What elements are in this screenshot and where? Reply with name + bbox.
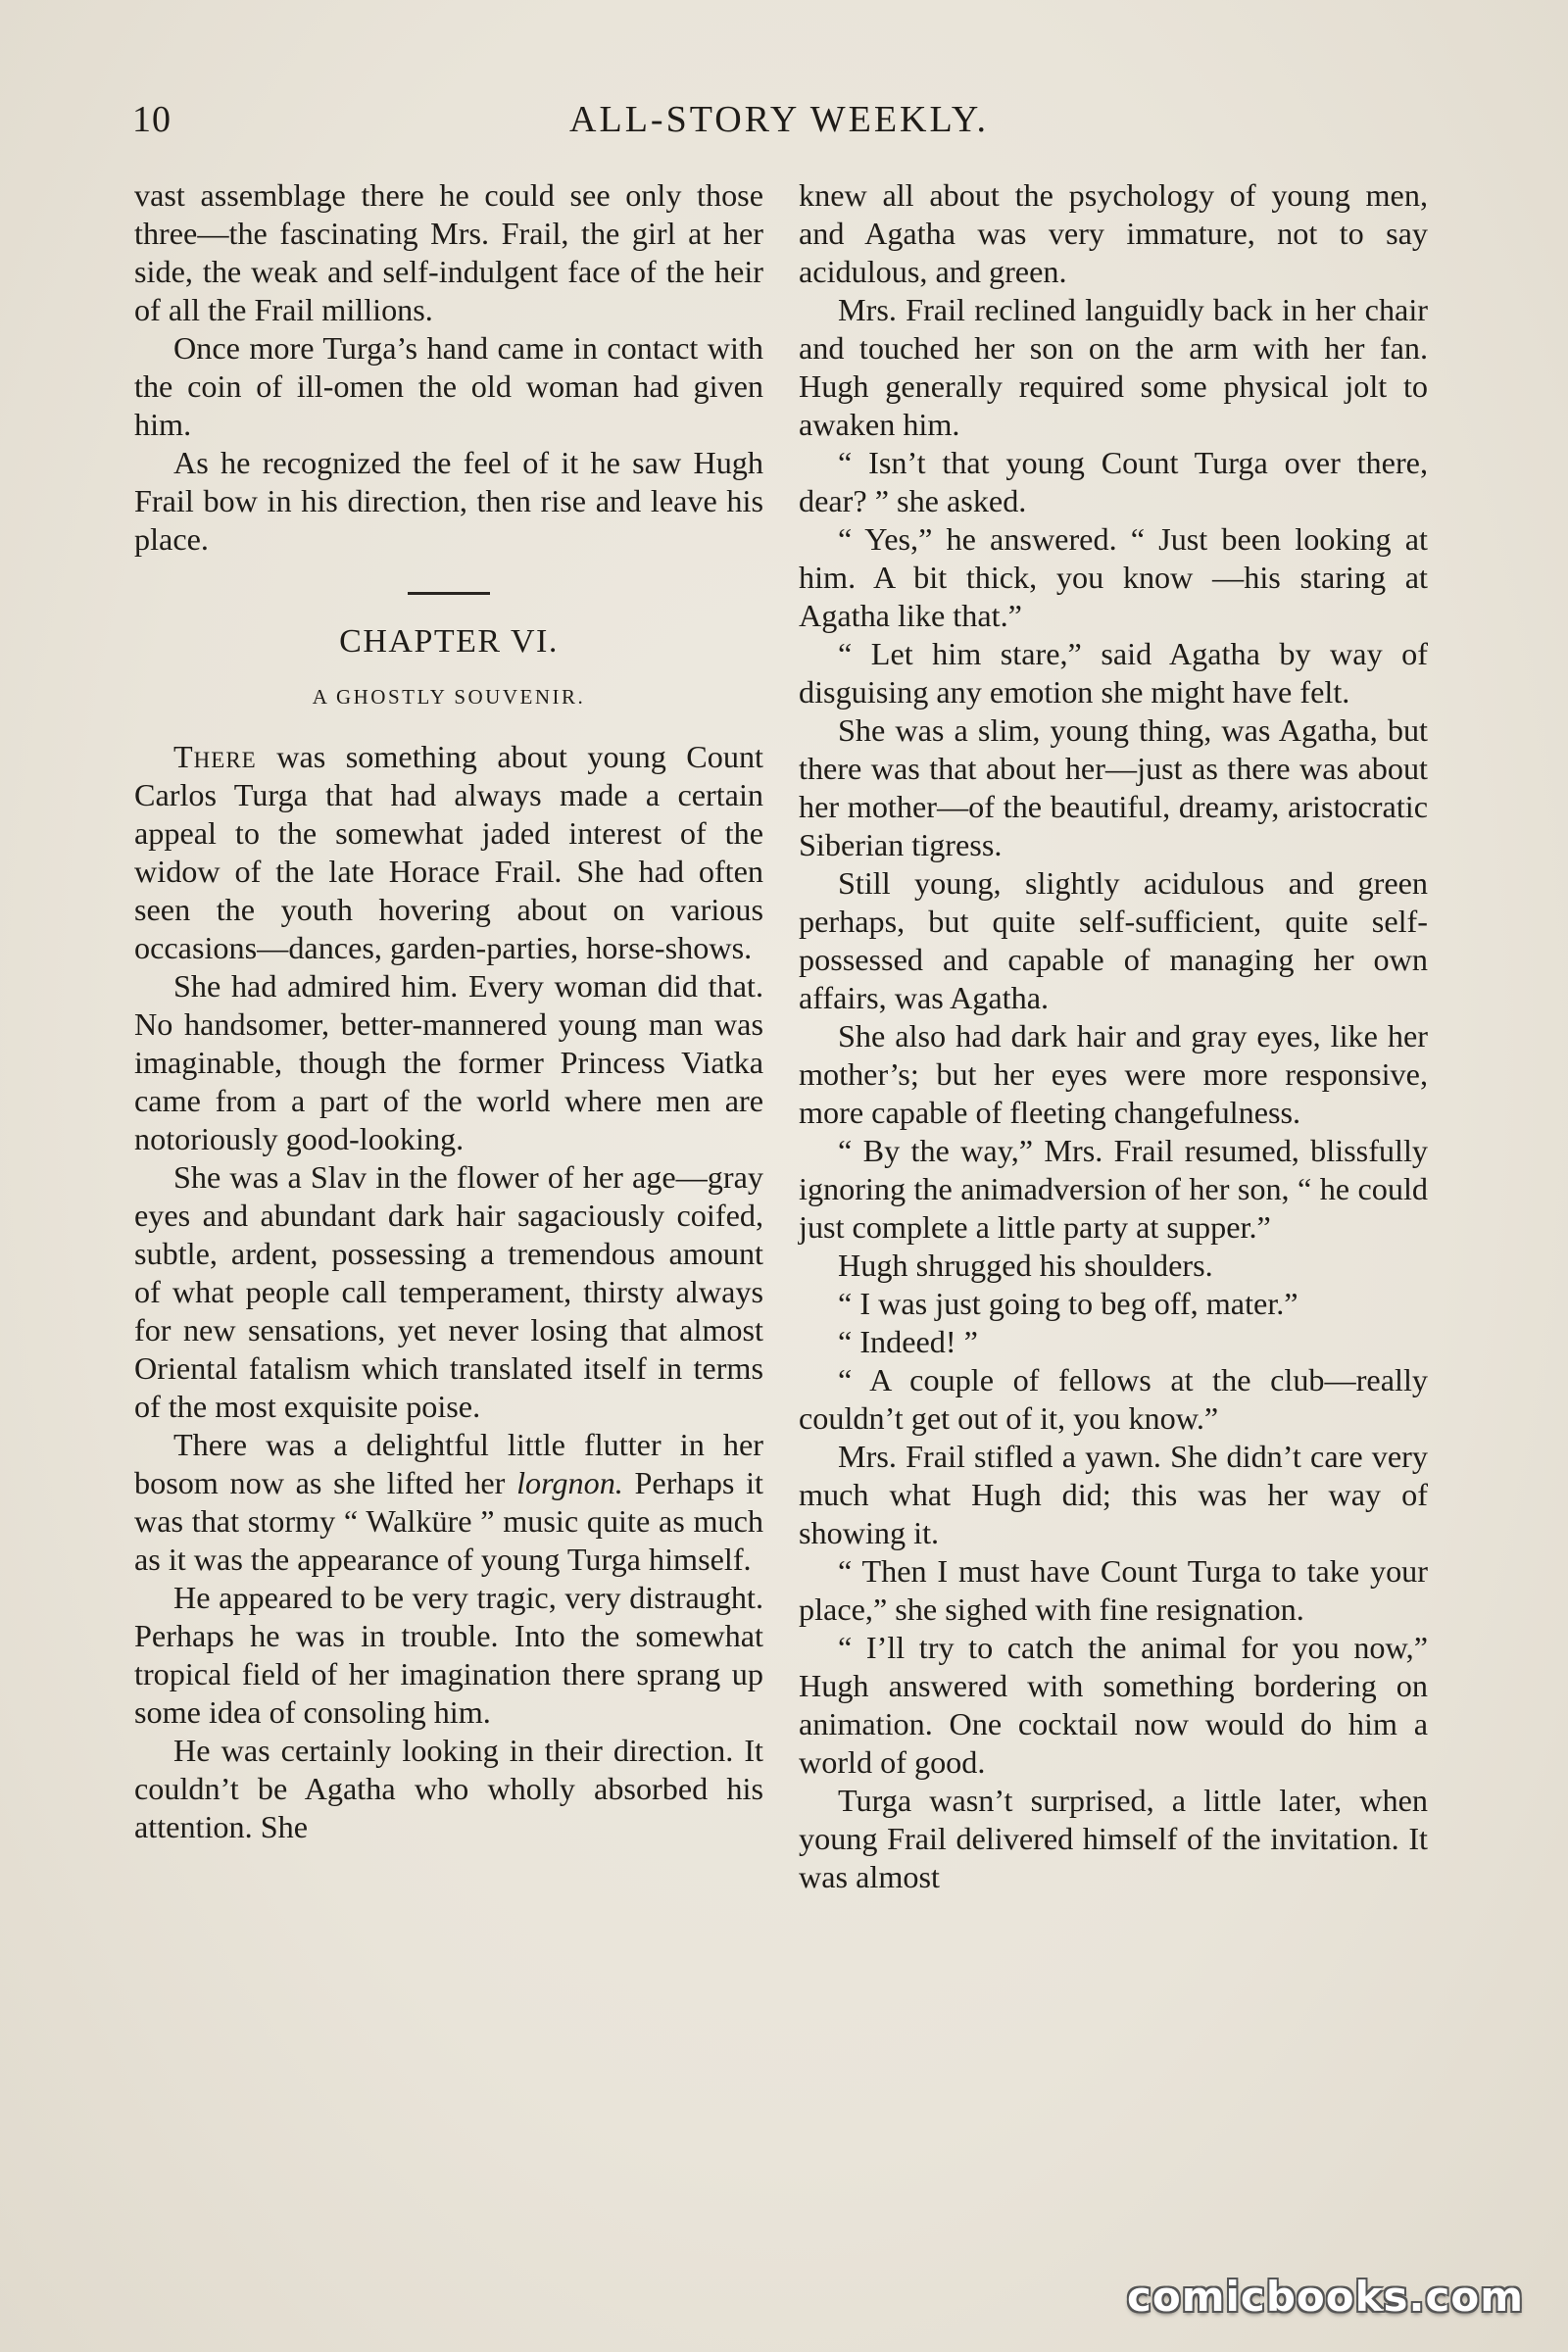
page-number: 10 [132, 99, 172, 140]
paragraph: She was a Slav in the flower of her age—gray eyes and abundant dark hair sagaciously coifed, subtle, ardent, possessing a tremendous amount of what people call temperament, thirsty always for new sensations, yet never losing that almost Oriental fatalism which translated itself in terms of the most exquisite poise. [134, 1159, 763, 1424]
paragraph: “ A couple of fellows at the club—really couldn’t get out of it, you know.” [799, 1362, 1428, 1436]
section-divider [408, 592, 490, 595]
paragraph: “ Then I must have Count Turga to take your place,” she sighed with fine resignation. [799, 1553, 1428, 1627]
running-head [132, 98, 1426, 157]
right-column [799, 176, 1428, 1896]
site-watermark [1127, 2258, 1524, 2321]
paragraph: She was a slim, young thing, was Agatha, but there was that about her—just as there was about her mother—of the beautiful, dreamy, aristocratic Siberian tigress. [799, 712, 1428, 862]
paragraph: Hugh shrugged his shoulders. [838, 1248, 1213, 1283]
chapter-heading: CHAPTER VI. [339, 623, 559, 660]
paragraph: She had admired him. Every woman did that. No handsomer, better-mannered young man was imaginable, though the former Princess Viatka came from a part of the world where men are notoriously good-looking. [134, 968, 763, 1156]
paragraph: “ I was just going to beg off, mater.” [838, 1286, 1298, 1321]
paragraph: “ I’ll try to catch the animal for you now,” Hugh answered with something bordering on animation. One cocktail now would do him a world of good. [799, 1630, 1428, 1780]
paragraph: “ Yes,” he answered. “ Just been looking at him. A bit thick, you know —his staring at Agatha like that.” [799, 521, 1428, 633]
left-column [134, 176, 763, 1846]
watermark-text: comicbooks.com [1127, 2273, 1524, 2321]
paragraph: Mrs. Frail reclined languidly back in her chair and touched her son on the arm with her fan. Hugh generally required some physical jolt to awaken him. [799, 292, 1428, 442]
paragraph: She also had dark hair and gray eyes, like her mother’s; but her eyes were more responsive, more capable of fleeting changefulness. [799, 1018, 1428, 1130]
paragraph: “ Indeed! ” [838, 1324, 978, 1359]
paragraph: Still young, slightly acidulous and green perhaps, but quite self-sufficient, quite self-possessed and capable of managing her own affairs, was Agatha. [799, 865, 1428, 1015]
paragraph: vast assemblage there he could see only those three—the fascinating Mrs. Frail, the girl at her side, the weak and self-indulgent face of the heir of all the Frail millions. [134, 177, 763, 327]
paragraph: He appeared to be very tragic, very distraught. Perhaps he was in trouble. Into the somewhat tropical field of her imagination there sprang up some idea of consoling him. [134, 1580, 763, 1730]
journal-title: ALL-STORY WEEKLY. [569, 99, 989, 140]
paragraph: knew all about the psychology of young men, and Agatha was very immature, not to say acidulous, and green. [799, 177, 1428, 289]
paragraph: He was certainly looking in their direction. It couldn’t be Agatha who wholly absorbed his attention. She [134, 1733, 763, 1844]
paragraph: “ Let him stare,” said Agatha by way of disguising any emotion she might have felt. [799, 636, 1428, 710]
paragraph-text: Perhaps it was that stormy “ Walküre ” music quite as much as it was the appearance of young Turga himself. [134, 1465, 763, 1577]
paragraph: Turga wasn’t surprised, a little later, when young Frail delivered himself of the invitation. It was almost [799, 1783, 1428, 1894]
opening-word: There [173, 739, 257, 774]
paragraph: “ Isn’t that young Count Turga over there, dear? ” she asked. [799, 445, 1428, 518]
paragraph: Mrs. Frail stifled a yawn. She didn’t care very much what Hugh did; this was her way of showing it. [799, 1439, 1428, 1550]
opening-paragraph-text: was something about young Count Carlos Turga that had always made a certain appeal to the somewhat jaded interest of the widow of the late Horace Frail. She had often seen the youth hovering about on various occasions—dances, garden-parties, horse-shows. [134, 739, 763, 965]
paragraph: As he recognized the feel of it he saw Hugh Frail bow in his direction, then rise and leave his place. [134, 445, 763, 557]
paragraph [134, 1426, 763, 1579]
paragraph: Once more Turga’s hand came in contact with the coin of ill-omen the old woman had given him. [134, 330, 763, 442]
paragraph: “ By the way,” Mrs. Frail resumed, blissfully ignoring the animadversion of her son, “ he could just complete a little party at supper.” [799, 1133, 1428, 1245]
chapter-opening-paragraph [134, 738, 763, 967]
italic-word: lorgnon. [516, 1465, 623, 1500]
paragraph-text: There was a delightful little flutter in her bosom now as she lifted her [134, 1427, 763, 1500]
chapter-subtitle: A GHOSTLY SOUVENIR. [312, 685, 586, 709]
